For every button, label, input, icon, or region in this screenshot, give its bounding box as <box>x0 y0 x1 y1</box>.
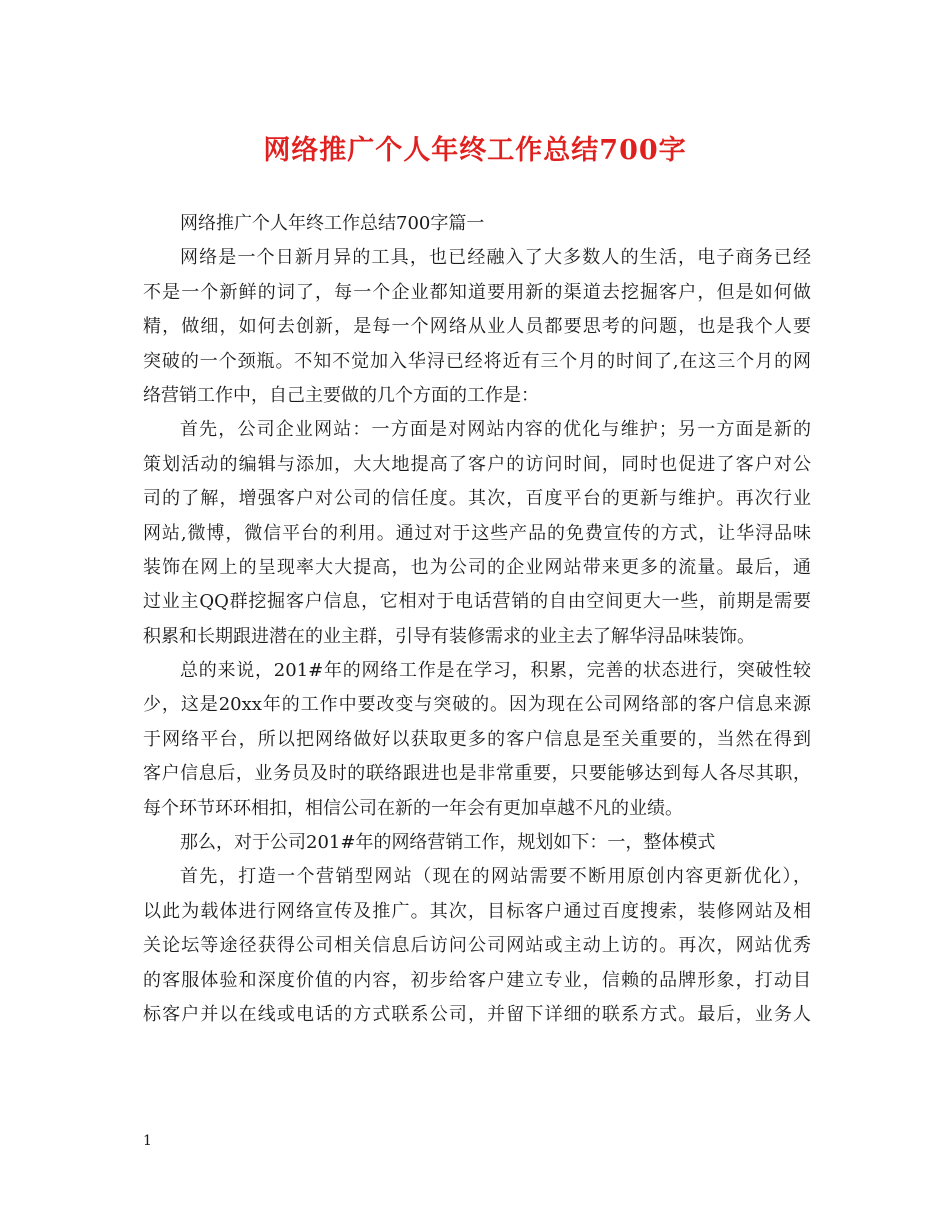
text-line: 每个环节环环相扣，相信公司在新的一年会有更加卓越不凡的业绩。 <box>143 797 683 819</box>
text-line: 关论坛等途径获得公司相关信息后访问公司网站或主动上访的。再次，网站优秀 <box>143 935 811 957</box>
text-line: 策划活动的编辑与添加，大大地提高了客户的访问时间，同时也促进了客户对公 <box>143 453 811 475</box>
text-line: 以此为载体进行网络宣传及推广。其次，目标客户通过百度搜索，装修网站及相 <box>143 900 811 922</box>
text-line: 不是一个新鲜的词了，每一个企业都知道要用新的渠道去挖掘客户，但是如何做 <box>143 281 811 303</box>
text-line: 精，做细，如何去创新，是每一个网络从业人员都要思考的问题，也是我个人要 <box>143 316 811 338</box>
text-line: 客户信息后，业务员及时的联络跟进也是非常重要，只要能够达到每人各尽其职， <box>143 763 811 785</box>
text-line: 少，这是20xx年的工作中要改变与突破的。因为现在公司网络部的客户信息来源 <box>143 694 811 716</box>
text-line: 的客服体验和深度价值的内容，初步给客户建立专业，信赖的品牌形象，打动目 <box>143 969 811 991</box>
document-body <box>143 207 811 1032</box>
text-line: 积累和长期跟进潜在的业主群，引导有装修需求的业主去了解华浔品味装饰。 <box>143 625 755 647</box>
text-line: 司的了解，增强客户对公司的信任度。其次，百度平台的更新与维护。再次行业 <box>143 488 811 510</box>
page-number: 1 <box>143 1133 152 1149</box>
text-line: 过业主QQ群挖掘客户信息，它相对于电话营销的自由空间更大一些，前期是需要 <box>143 591 811 613</box>
text-line: 总的来说，201#年的网络工作是在学习，积累，完善的状态进行，突破性较 <box>180 660 811 682</box>
text-line: 网络推广个人年终工作总结700字篇一 <box>180 213 485 234</box>
text-line: 于网络平台，所以把网络做好以获取更多的客户信息是至关重要的，当然在得到 <box>143 728 811 750</box>
text-line: 那么，对于公司201#年的网络营销工作，规划如下：一，整体模式 <box>180 832 716 854</box>
text-line: 首先，打造一个营销型网站（现在的网站需要不断用原创内容更新优化）， <box>180 866 811 888</box>
text-line: 网站,微博，微信平台的利用。通过对于这些产品的免费宣传的方式，让华浔品味 <box>143 522 811 544</box>
text-line: 网络是一个日新月异的工具，也已经融入了大多数人的生活，电子商务已经 <box>180 247 811 269</box>
text-line: 突破的一个颈瓶。不知不觉加入华浔已经将近有三个月的时间了,在这三个月的网 <box>143 350 811 372</box>
text-line: 络营销工作中，自己主要做的几个方面的工作是： <box>143 384 539 406</box>
text-line: 标客户并以在线或电话的方式联系公司，并留下详细的联系方式。最后，业务人 <box>143 1003 811 1025</box>
document-title: 网络推广个人年终工作总结700字 <box>263 135 687 166</box>
text-line: 首先，公司企业网站：一方面是对网站内容的优化与维护；另一方面是新的 <box>180 419 811 441</box>
text-line: 装饰在网上的呈现率大大提高，也为公司的企业网站带来更多的流量。最后，通 <box>143 556 811 578</box>
